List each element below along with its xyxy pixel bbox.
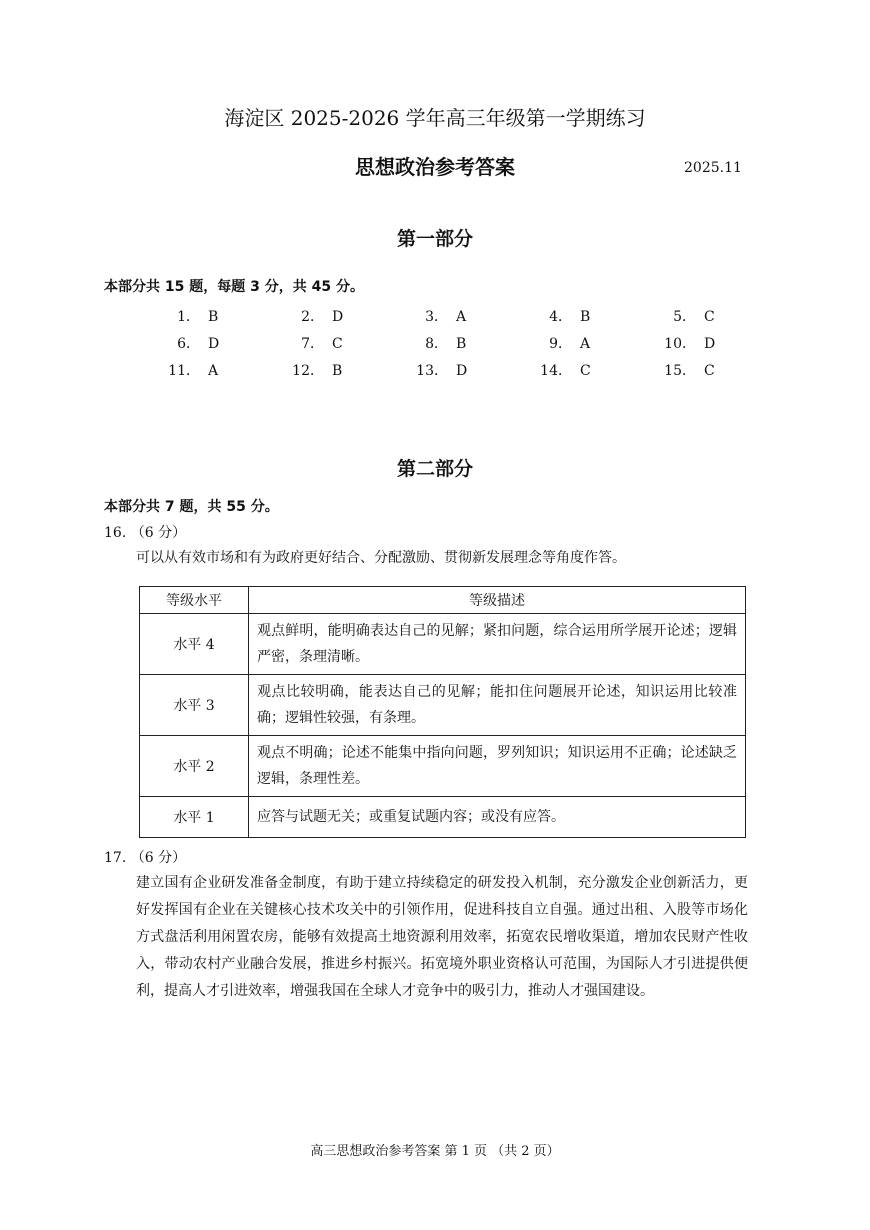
answer-choice: B <box>208 308 219 325</box>
answer-row <box>140 302 760 329</box>
question-number: 2． <box>301 308 324 325</box>
document-title: 海淀区 2025-2026 学年高三年级第一学期练习 <box>224 106 646 130</box>
answer-choice: D <box>208 335 220 352</box>
column-header-description: 等级描述 <box>249 587 746 614</box>
question-number: 10． <box>664 335 696 352</box>
question-number: 9． <box>549 335 572 352</box>
answer-item <box>636 306 760 326</box>
answer-choice: A <box>208 362 219 379</box>
table-row <box>140 675 746 736</box>
answer-item <box>388 360 512 380</box>
part1-note: 本部分共 15 题，每题 3 分，共 45 分。 <box>104 279 364 295</box>
table-row <box>140 614 746 675</box>
question-number: 5． <box>673 308 696 325</box>
level-cell: 水平 2 <box>140 736 249 797</box>
question-17-answer: 建立国有企业研发准备金制度，有助于建立持续稳定的研发投入机制，充分激发企业创新活力，更好发挥国有企业在关键核心技术攻关中的引领作用，促进科技自立自强。通过出租、入股等市场化方式盘活利用闲置农房，能够有效提高土地资源利用效率，拓宽农民增收渠道，增加农民财产性收入，带动农村产业融合发展，推进乡村振兴。拓宽境外职业资格认可范围，为国际人才引进提供便利，提高人才引进效率，增强我国在全球人才竞争中的吸引力，推动人才强国建设。 <box>136 875 748 999</box>
table-row <box>140 797 746 838</box>
question-number: 7． <box>301 335 324 352</box>
question-number: 14． <box>540 362 572 379</box>
level-cell: 水平 3 <box>140 675 249 736</box>
answer-choice: A <box>580 335 591 352</box>
answer-choice: C <box>580 362 591 379</box>
answer-choice: C <box>704 308 715 325</box>
answer-item <box>140 306 264 326</box>
answer-item <box>140 333 264 353</box>
question-number: 11． <box>168 362 200 379</box>
answer-choice: B <box>332 362 343 379</box>
grading-rubric-table <box>139 586 746 838</box>
answer-item <box>264 333 388 353</box>
level-cell: 水平 1 <box>140 797 249 838</box>
question-17-heading: 17. （6 分） <box>104 850 187 866</box>
document-date: 2025.11 <box>684 160 742 176</box>
answer-choice: D <box>704 335 716 352</box>
question-number: 4． <box>549 308 572 325</box>
question-number: 15． <box>664 362 696 379</box>
answer-item <box>264 360 388 380</box>
answer-choice: B <box>580 308 591 325</box>
answer-item <box>512 360 636 380</box>
description-cell: 观点比较明确，能表达自己的见解；能扣住问题展开论述，知识运用比较准确；逻辑性较强，有条理。 <box>249 675 746 736</box>
question-number: 1． <box>177 308 200 325</box>
part1-title: 第一部分 <box>396 228 473 250</box>
question-16-answer: 可以从有效市场和有为政府更好结合、分配激励、贯彻新发展理念等角度作答。 <box>136 550 626 566</box>
part2-note: 本部分共 7 题，共 55 分。 <box>104 499 279 515</box>
answer-row <box>140 329 760 356</box>
answer-row <box>140 356 760 383</box>
column-header-level: 等级水平 <box>140 587 249 614</box>
question-number: 13． <box>416 362 448 379</box>
question-16-heading: 16. （6 分） <box>104 525 187 541</box>
answer-item <box>388 333 512 353</box>
answer-item <box>140 360 264 380</box>
page-footer: 高三思想政治参考答案 第 1 页 （共 2 页） <box>310 1144 560 1159</box>
answer-choice: D <box>456 362 468 379</box>
answer-choice: C <box>704 362 715 379</box>
answer-item <box>264 306 388 326</box>
answer-item <box>512 306 636 326</box>
description-cell: 观点不明确；论述不能集中指向问题，罗列知识；知识运用不正确；论述缺乏逻辑，条理性差。 <box>249 736 746 797</box>
answer-choice: D <box>332 308 344 325</box>
part2-title: 第二部分 <box>396 458 473 480</box>
table-row <box>140 736 746 797</box>
answer-choice: A <box>456 308 467 325</box>
question-number: 3． <box>425 308 448 325</box>
description-cell: 观点鲜明，能明确表达自己的见解；紧扣问题，综合运用所学展开论述；逻辑严密，条理清晰。 <box>249 614 746 675</box>
answer-grid <box>140 302 760 383</box>
answer-item <box>512 333 636 353</box>
document-subtitle: 思想政治参考答案 <box>355 155 515 179</box>
answer-item <box>636 360 760 380</box>
answer-item <box>636 333 760 353</box>
description-cell: 应答与试题无关；或重复试题内容；或没有应答。 <box>249 797 746 838</box>
level-cell: 水平 4 <box>140 614 249 675</box>
table-header-row <box>140 587 746 614</box>
question-number: 8． <box>425 335 448 352</box>
question-number: 6． <box>177 335 200 352</box>
question-number: 12． <box>292 362 324 379</box>
answer-choice: C <box>332 335 343 352</box>
answer-choice: B <box>456 335 467 352</box>
answer-item <box>388 306 512 326</box>
